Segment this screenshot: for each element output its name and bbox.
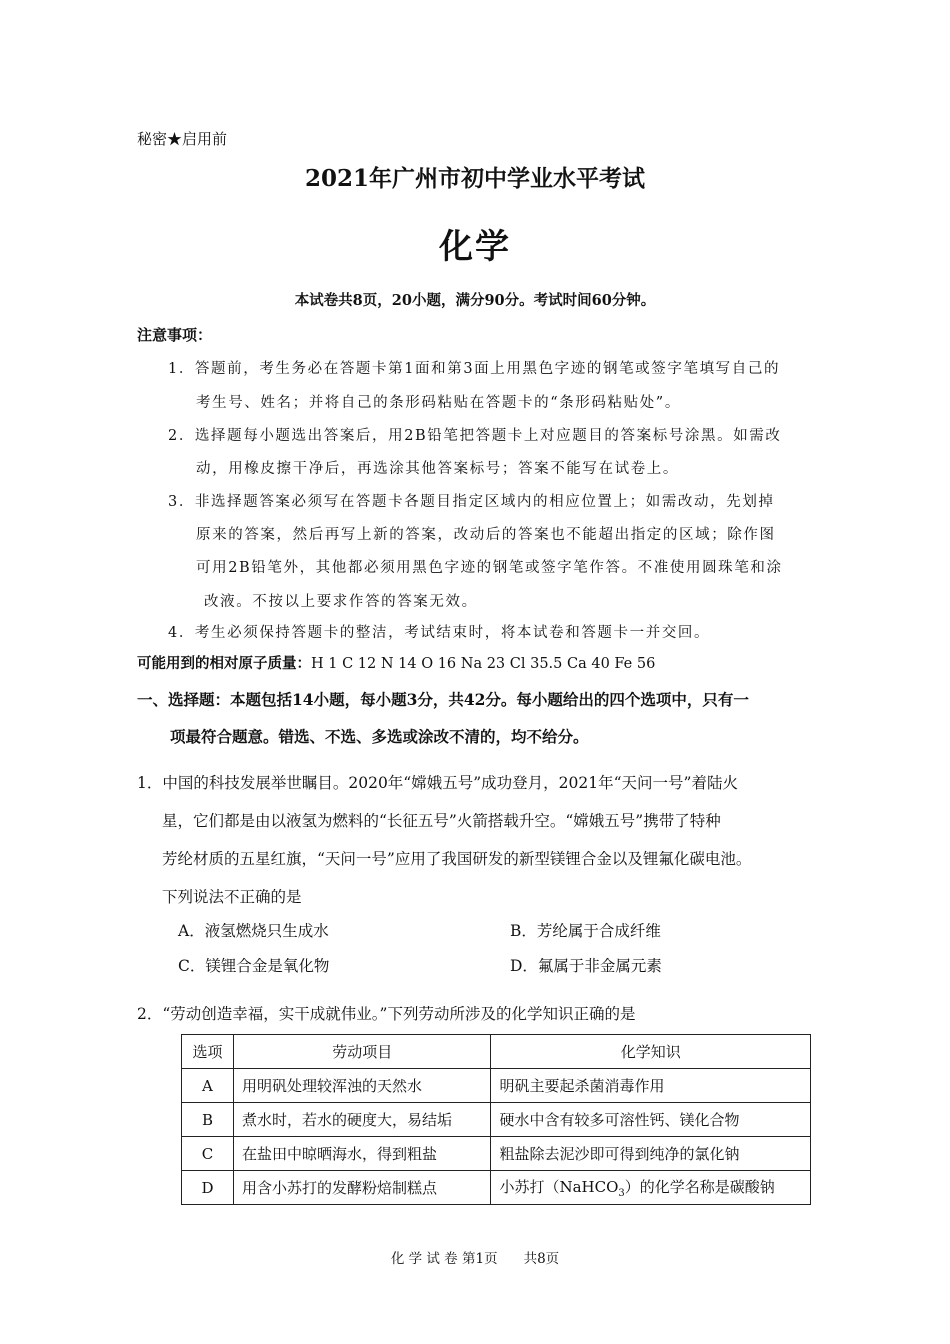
notice-line: 原来的答案，然后再写上新的答案，改动后的答案也不能超出指定的区域；除作图	[196, 527, 776, 543]
question-1-line: 芳纶材质的五星红旗，“天问一号”应用了我国研发的新型镁锂合金以及锂氟化碳电池。	[162, 850, 752, 868]
table-cell: 明矾主要起杀菌消毒作用	[491, 1069, 811, 1103]
notice-line: 考生号、姓名；并将自己的条形码粘贴在答题卡的“条形码粘贴处”。	[196, 395, 681, 411]
table-cell: C	[182, 1137, 234, 1171]
formula-text: ）的化学名称是碳酸钠	[624, 1178, 775, 1196]
notice-line: 1．答题前，考生务必在答题卡第1面和第3面上用黑色字迹的钢笔或签字笔填写自己的	[168, 361, 781, 377]
table-header-cell: 化学知识	[491, 1035, 811, 1069]
option-a: A．液氢燃烧只生成水	[178, 922, 329, 940]
table-cell: A	[182, 1069, 234, 1103]
question-1-line: 星，它们都是由以液氢为燃料的“长征五号”火箭搭载升空。“嫦娥五号”携带了特种	[162, 812, 721, 830]
table-cell: 在盐田中晾晒海水，得到粗盐	[233, 1137, 491, 1171]
footer-total-pages: 共8页	[523, 1251, 560, 1267]
table-header-cell: 选项	[182, 1035, 234, 1069]
formula-subscript: 3	[618, 1188, 625, 1199]
notice-line: 2．选择题每小题选出答案后，用2B铅笔把答题卡上对应题目的答案标号涂黑。如需改	[168, 428, 782, 444]
atomic-masses-values: H 1 C 12 N 14 O 16 Na 23 Cl 35.5 Ca 40 Fe 56	[311, 656, 656, 672]
question-2-stem: 2．“劳动创造幸福，实干成就伟业。”下列劳动所涉及的化学知识正确的是	[137, 1005, 636, 1023]
table-row	[182, 1069, 811, 1103]
section-heading-cont: 项最符合题意。错选、不选、多选或涂改不清的，均不给分。	[170, 727, 589, 746]
notice-heading: 注意事项：	[137, 326, 213, 344]
option-d: D．氟属于非金属元素	[510, 957, 662, 975]
notice-line: 3．非选择题答案必须写在答题卡各题目指定区域内的相应位置上；如需改动，先划掉	[168, 494, 775, 510]
notice-line: 动，用橡皮擦干净后，再选涂其他答案标号；答案不能写在试卷上。	[196, 461, 679, 477]
option-b: B．芳纶属于合成纤维	[510, 922, 661, 940]
notice-line: 可用2B铅笔外，其他都必须用黑色字迹的钢笔或签字笔作答。不准使用圆珠笔和涂	[196, 560, 783, 576]
table-header-row	[182, 1035, 811, 1069]
table-cell: 煮水时，若水的硬度大，易结垢	[233, 1103, 491, 1137]
table-row	[182, 1171, 811, 1205]
confidential-label: 秘密★启用前	[137, 130, 228, 148]
page-footer	[0, 1247, 950, 1267]
table-row	[182, 1137, 811, 1171]
table-cell: 用含小苏打的发酵粉焙制糕点	[233, 1171, 491, 1205]
table-cell: 用明矾处理较浑浊的天然水	[233, 1069, 491, 1103]
notice-line: 4．考生必须保持答题卡的整洁，考试结束时，将本试卷和答题卡一并交回。	[168, 625, 711, 641]
question-2-table	[181, 1034, 811, 1205]
exam-summary: 本试卷共8页，20小题，满分90分。考试时间60分钟。	[294, 292, 656, 309]
table-cell: D	[182, 1171, 234, 1205]
atomic-masses	[137, 652, 655, 673]
notice-line: 改液。不按以上要求作答的答案无效。	[204, 594, 478, 610]
footer-page-number: 化 学 试 卷 第1页	[390, 1251, 498, 1267]
table-cell	[491, 1171, 811, 1205]
option-c: C．镁锂合金是氧化物	[178, 957, 330, 975]
question-1-line: 下列说法不正确的是	[162, 888, 302, 906]
subject-title: 化学	[439, 227, 511, 267]
table-cell: B	[182, 1103, 234, 1137]
table-row	[182, 1103, 811, 1137]
table-cell: 粗盐除去泥沙即可得到纯净的氯化钠	[491, 1137, 811, 1171]
exam-title: 2021年广州市初中学业水平考试	[304, 165, 645, 192]
table-cell: 硬水中含有较多可溶性钙、镁化合物	[491, 1103, 811, 1137]
question-1-line: 1．中国的科技发展举世瞩目。2020年“嫦娥五号”成功登月，2021年“天问一号”着陆火	[137, 774, 738, 792]
table-header-cell: 劳动项目	[233, 1035, 491, 1069]
atomic-masses-label: 可能用到的相对原子质量：	[137, 655, 311, 672]
section-heading: 一、选择题：本题包括14小题，每小题3分，共42分。每小题给出的四个选项中，只有一	[137, 690, 749, 709]
formula-text: 小苏打（NaHCO	[499, 1178, 619, 1196]
